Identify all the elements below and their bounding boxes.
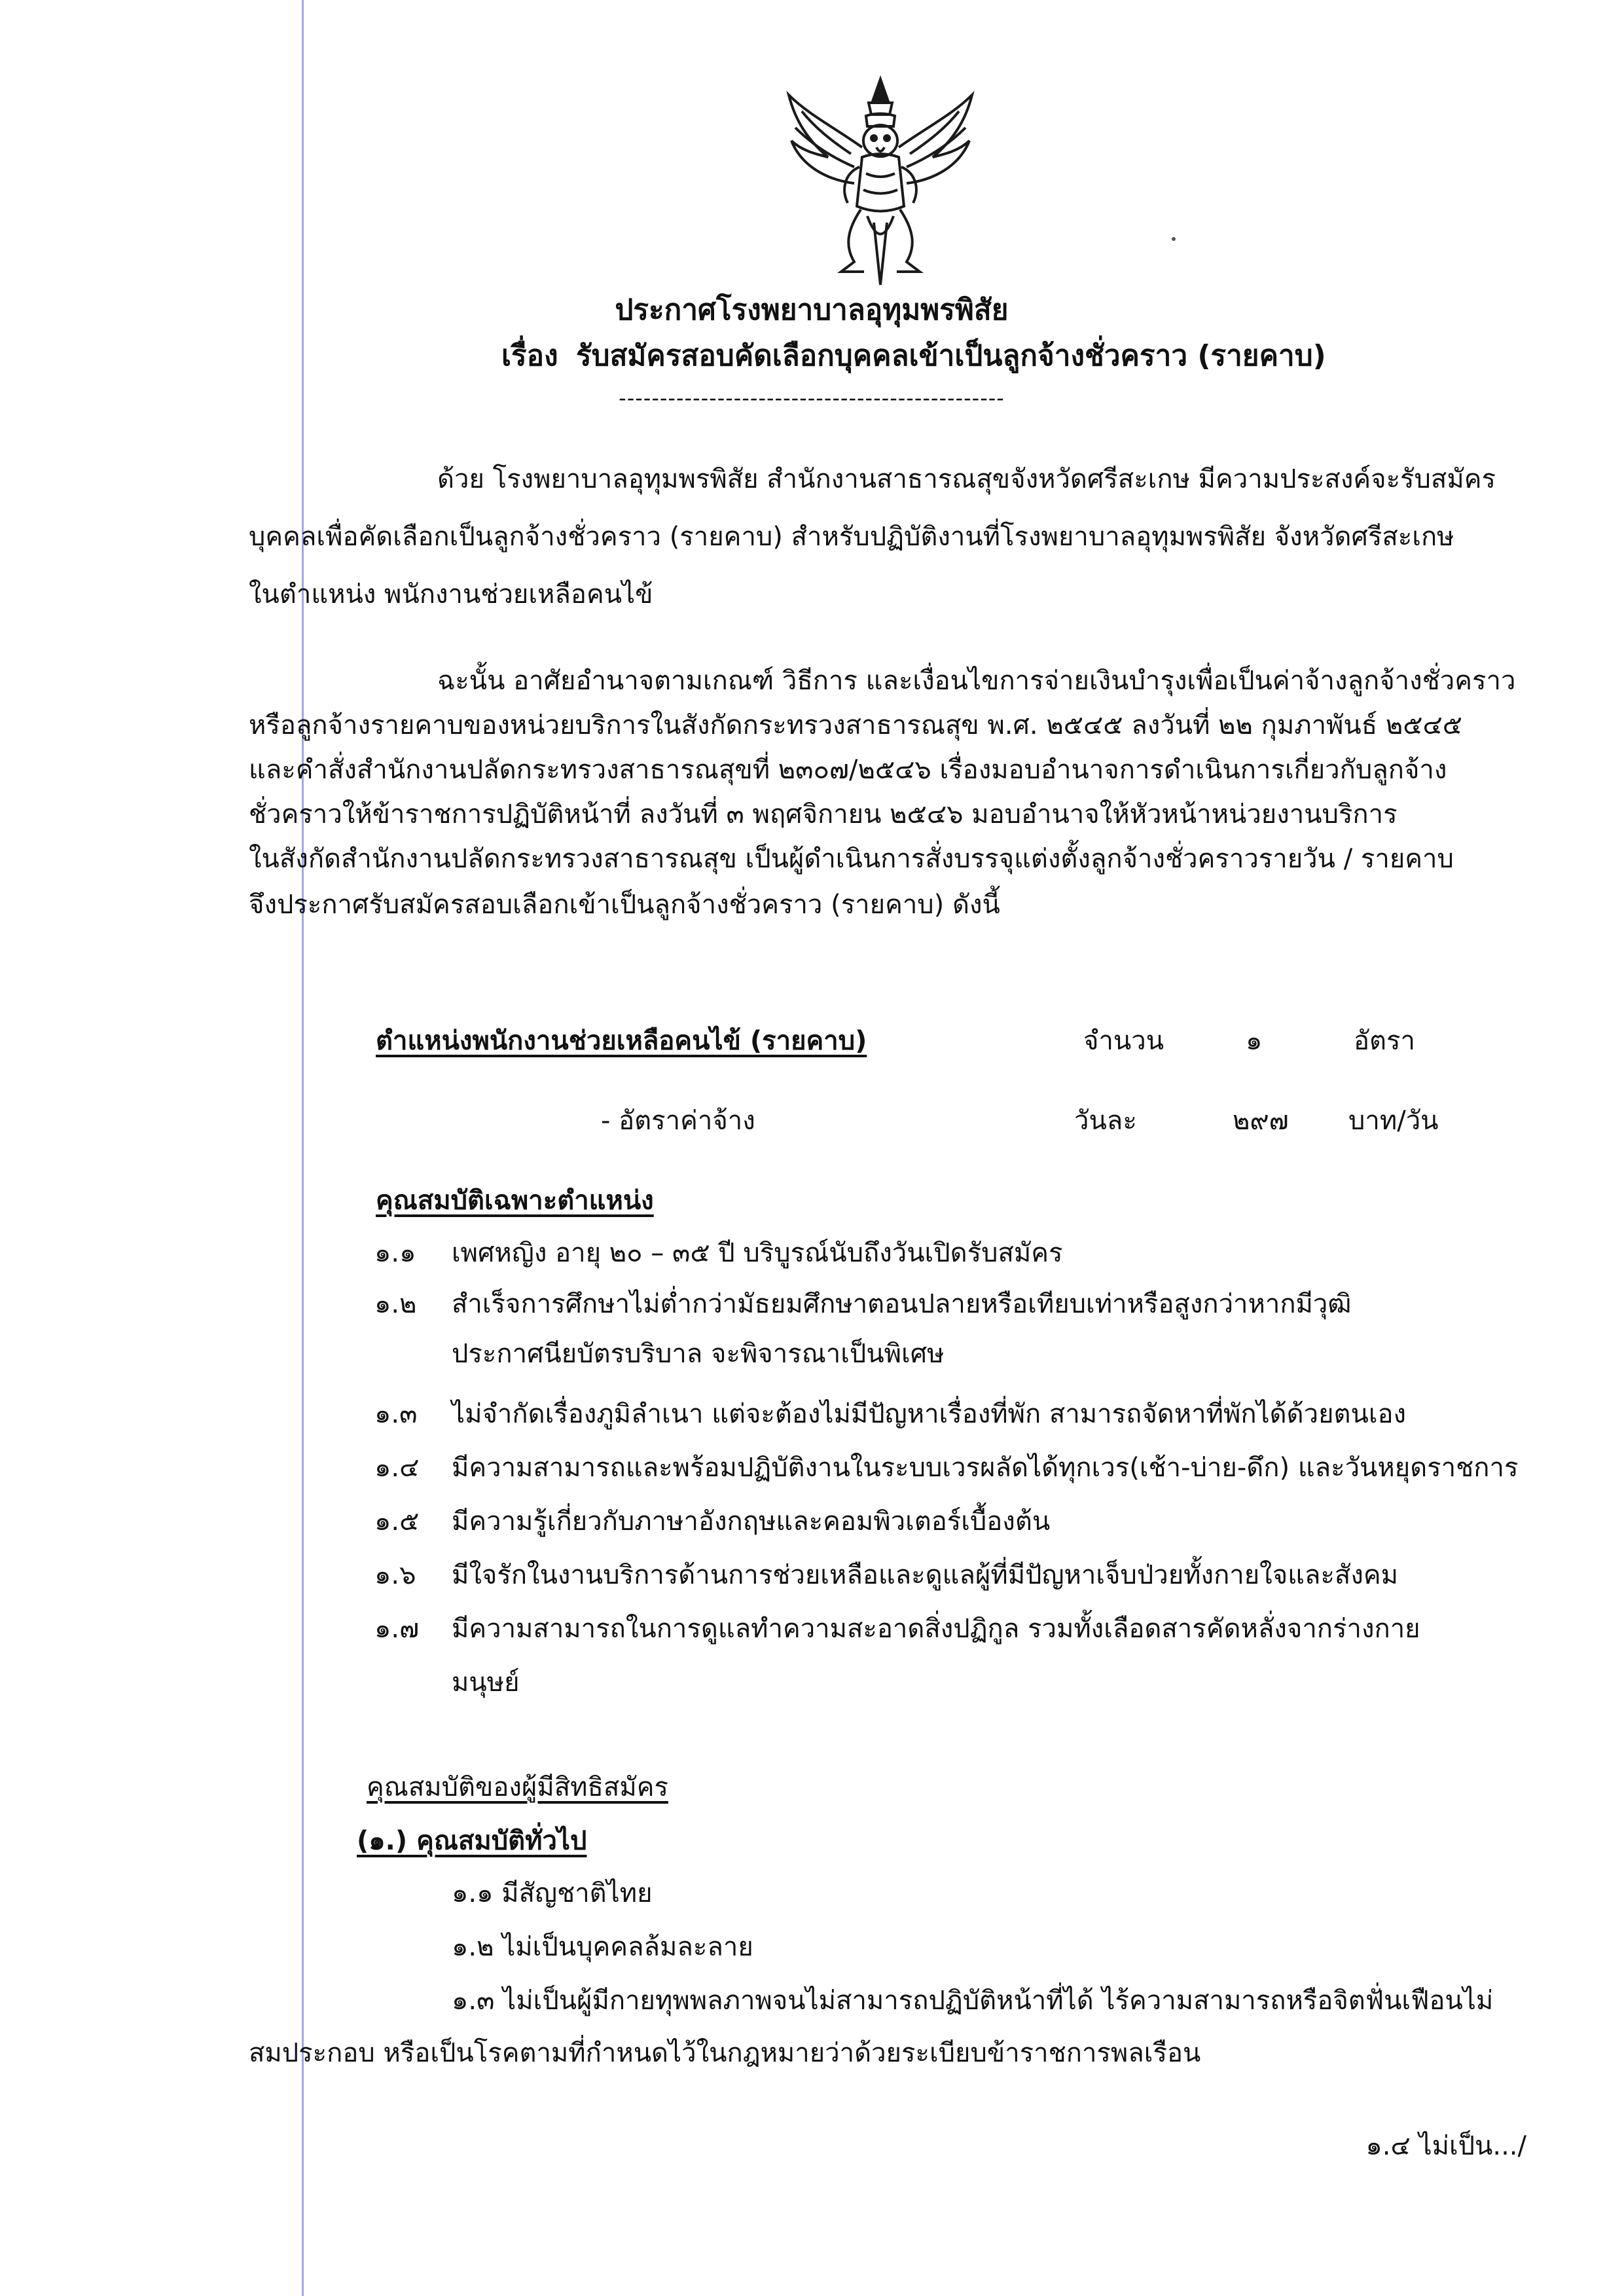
authority-line-2: หรือลูกจ้างรายคาบของหน่วยบริการในสังกัดกระทรวงสาธารณสุข พ.ศ. ๒๕๔๕ ลงวันที่ ๒๒ กุมภาพันธ์ ๒๕๔๕	[249, 710, 1463, 740]
qual-text-1-6: มีใจรักในงานบริการด้านการช่วยเหลือและดูแลผู้ที่มีปัญหาเจ็บป่วยทั้งกายใจและสังคม	[452, 1560, 1398, 1590]
qual-text-1-7-b: มนุษย์	[452, 1667, 520, 1698]
subject-label: เรื่อง	[501, 339, 558, 373]
position-count-unit: อัตรา	[1354, 1026, 1415, 1056]
general-item-1-3-continued: สมประกอบ หรือเป็นโรคตามที่กำหนดไว้ในกฎหมายว่าด้วยระเบียบข้าราชการพลเรือน	[249, 2038, 1201, 2068]
general-item-1-1: ๑.๑ มีสัญชาติไทย	[452, 1878, 653, 1908]
applicant-qualifications-heading: คุณสมบัติของผู้มีสิทธิสมัคร	[367, 1772, 668, 1802]
qual-text-1-7-a: มีความสามารถในการดูแลทำความสะอาดสิ่งปฏิกูล รวมทั้งเลือดสารคัดหลั่งจากร่างกาย	[452, 1614, 1420, 1644]
qual-text-1-5: มีความรู้เกี่ยวกับภาษาอังกฤษและคอมพิวเตอร์เบื้องต้น	[452, 1506, 1051, 1537]
qual-text-1-1: เพศหญิง อายุ ๒๐ – ๓๕ ปี บริบูรณ์นับถึงวันเปิดรับสมัคร	[452, 1238, 1063, 1268]
authority-line-3: และคำสั่งสำนักงานปลัดกระทรวงสาธารณสุขที่ ๒๓๐๗/๒๕๔๖ เรื่องมอบอำนาจการดำเนินการเกี่ยวกับลูกจ้าง	[249, 755, 1447, 785]
qual-num-1-5: ๑.๕	[374, 1506, 420, 1537]
wage-label: - อัตราค่าจ้าง	[601, 1106, 755, 1136]
qual-text-1-2-a: สำเร็จการศึกษาไม่ต่ำกว่ามัธยมศึกษาตอนปลายหรือเทียบเท่าหรือสูงกว่าหากมีวุฒิ	[452, 1289, 1352, 1319]
qual-num-1-4: ๑.๔	[374, 1453, 420, 1483]
position-count: ๑	[1246, 1026, 1263, 1056]
wage-amount: ๒๙๗	[1233, 1106, 1289, 1136]
subject-text: รับสมัครสอบคัดเลือกบุคคลเข้าเป็นลูกจ้างชั่วคราว (รายคาบ)	[576, 339, 1326, 373]
qual-num-1-1: ๑.๑	[374, 1238, 416, 1268]
authority-line-5: ในสังกัดสำนักงานปลัดกระทรวงสาธารณสุข เป็นผู้ดำเนินการสั่งบรรจุแต่งตั้งลูกจ้างชั่วคราวรายวัน / รายคาบ	[249, 844, 1454, 874]
scan-margin-line	[302, 0, 304, 2296]
intro-line-1: ด้วย โรงพยาบาลอุทุมพรพิสัย สำนักงานสาธารณสุขจังหวัดศรีสะเกษ มีความประสงค์จะรับสมัคร	[437, 464, 1496, 494]
next-page-marker: ๑.๔ ไม่เป็น.../	[1365, 2131, 1526, 2161]
qual-num-1-3: ๑.๓	[374, 1399, 418, 1429]
general-qualifications-heading: (๑.) คุณสมบัติทั่วไป	[357, 1826, 587, 1856]
garuda-emblem	[782, 75, 979, 288]
specific-qualifications-heading: คุณสมบัติเฉพาะตำแหน่ง	[376, 1186, 654, 1216]
wage-unit: บาท/วัน	[1348, 1106, 1439, 1136]
authority-line-6: จึงประกาศรับสมัครสอบเลือกเข้าเป็นลูกจ้างชั่วคราว (รายคาบ) ดังนี้	[249, 890, 1000, 920]
position-count-label: จำนวน	[1083, 1026, 1164, 1056]
qual-text-1-4: มีความสามารถและพร้อมปฏิบัติงานในระบบเวรผลัดได้ทุกเวร(เช้า-บ่าย-ดึก) และวันหยุดราชการ	[452, 1453, 1519, 1483]
intro-line-3: ในตำแหน่ง พนักงานช่วยเหลือคนไข้	[249, 579, 653, 610]
general-item-1-2: ๑.๒ ไม่เป็นบุคคลล้มละลาย	[452, 1932, 753, 1962]
authority-line-4: ชั่วคราวให้ข้าราชการปฏิบัติหน้าที่ ลงวันที่ ๓ พฤศจิกายน ๒๕๔๖ มอบอำนาจให้หัวหน้าหน่วยงานบริการ	[249, 799, 1398, 829]
qual-num-1-6: ๑.๖	[374, 1560, 416, 1590]
wage-prefix: วันละ	[1074, 1106, 1137, 1136]
header-divider: -----------------------------------------------	[619, 386, 1005, 410]
position-title: ตำแหน่งพนักงานช่วยเหลือคนไข้ (รายคาบ)	[376, 1026, 867, 1056]
intro-line-2: บุคคลเพื่อคัดเลือกเป็นลูกจ้างชั่วคราว (รายคาบ) สำหรับปฏิบัติงานที่โรงพยาบาลอุทุมพรพิสัย จังหวัดศรีสะเกษ	[249, 522, 1454, 552]
qual-num-1-7: ๑.๗	[374, 1614, 420, 1644]
scan-speck	[1172, 237, 1176, 241]
announcement-title: ประกาศโรงพยาบาลอุทุมพรพิสัย	[615, 293, 1009, 327]
authority-line-1: ฉะนั้น อาศัยอำนาจตามเกณฑ์ วิธีการ และเงื่อนไขการจ่ายเงินบำรุงเพื่อเป็นค่าจ้างลูกจ้างชั่วคราว	[437, 666, 1516, 696]
qual-num-1-2: ๑.๒	[374, 1289, 417, 1319]
qual-text-1-2-b: ประกาศนียบัตรบริบาล จะพิจารณาเป็นพิเศษ	[452, 1339, 945, 1369]
qual-text-1-3: ไม่จำกัดเรื่องภูมิลำเนา แต่จะต้องไม่มีปัญหาเรื่องที่พัก สามารถจัดหาที่พักได้ด้วยตนเอง	[452, 1399, 1407, 1429]
general-item-1-3: ๑.๓ ไม่เป็นผู้มีกายทุพพลภาพจนไม่สามารถปฏิบัติหน้าที่ได้ ไร้ความสามารถหรือจิตฟั่นเฟือนไม่	[452, 1986, 1494, 2016]
